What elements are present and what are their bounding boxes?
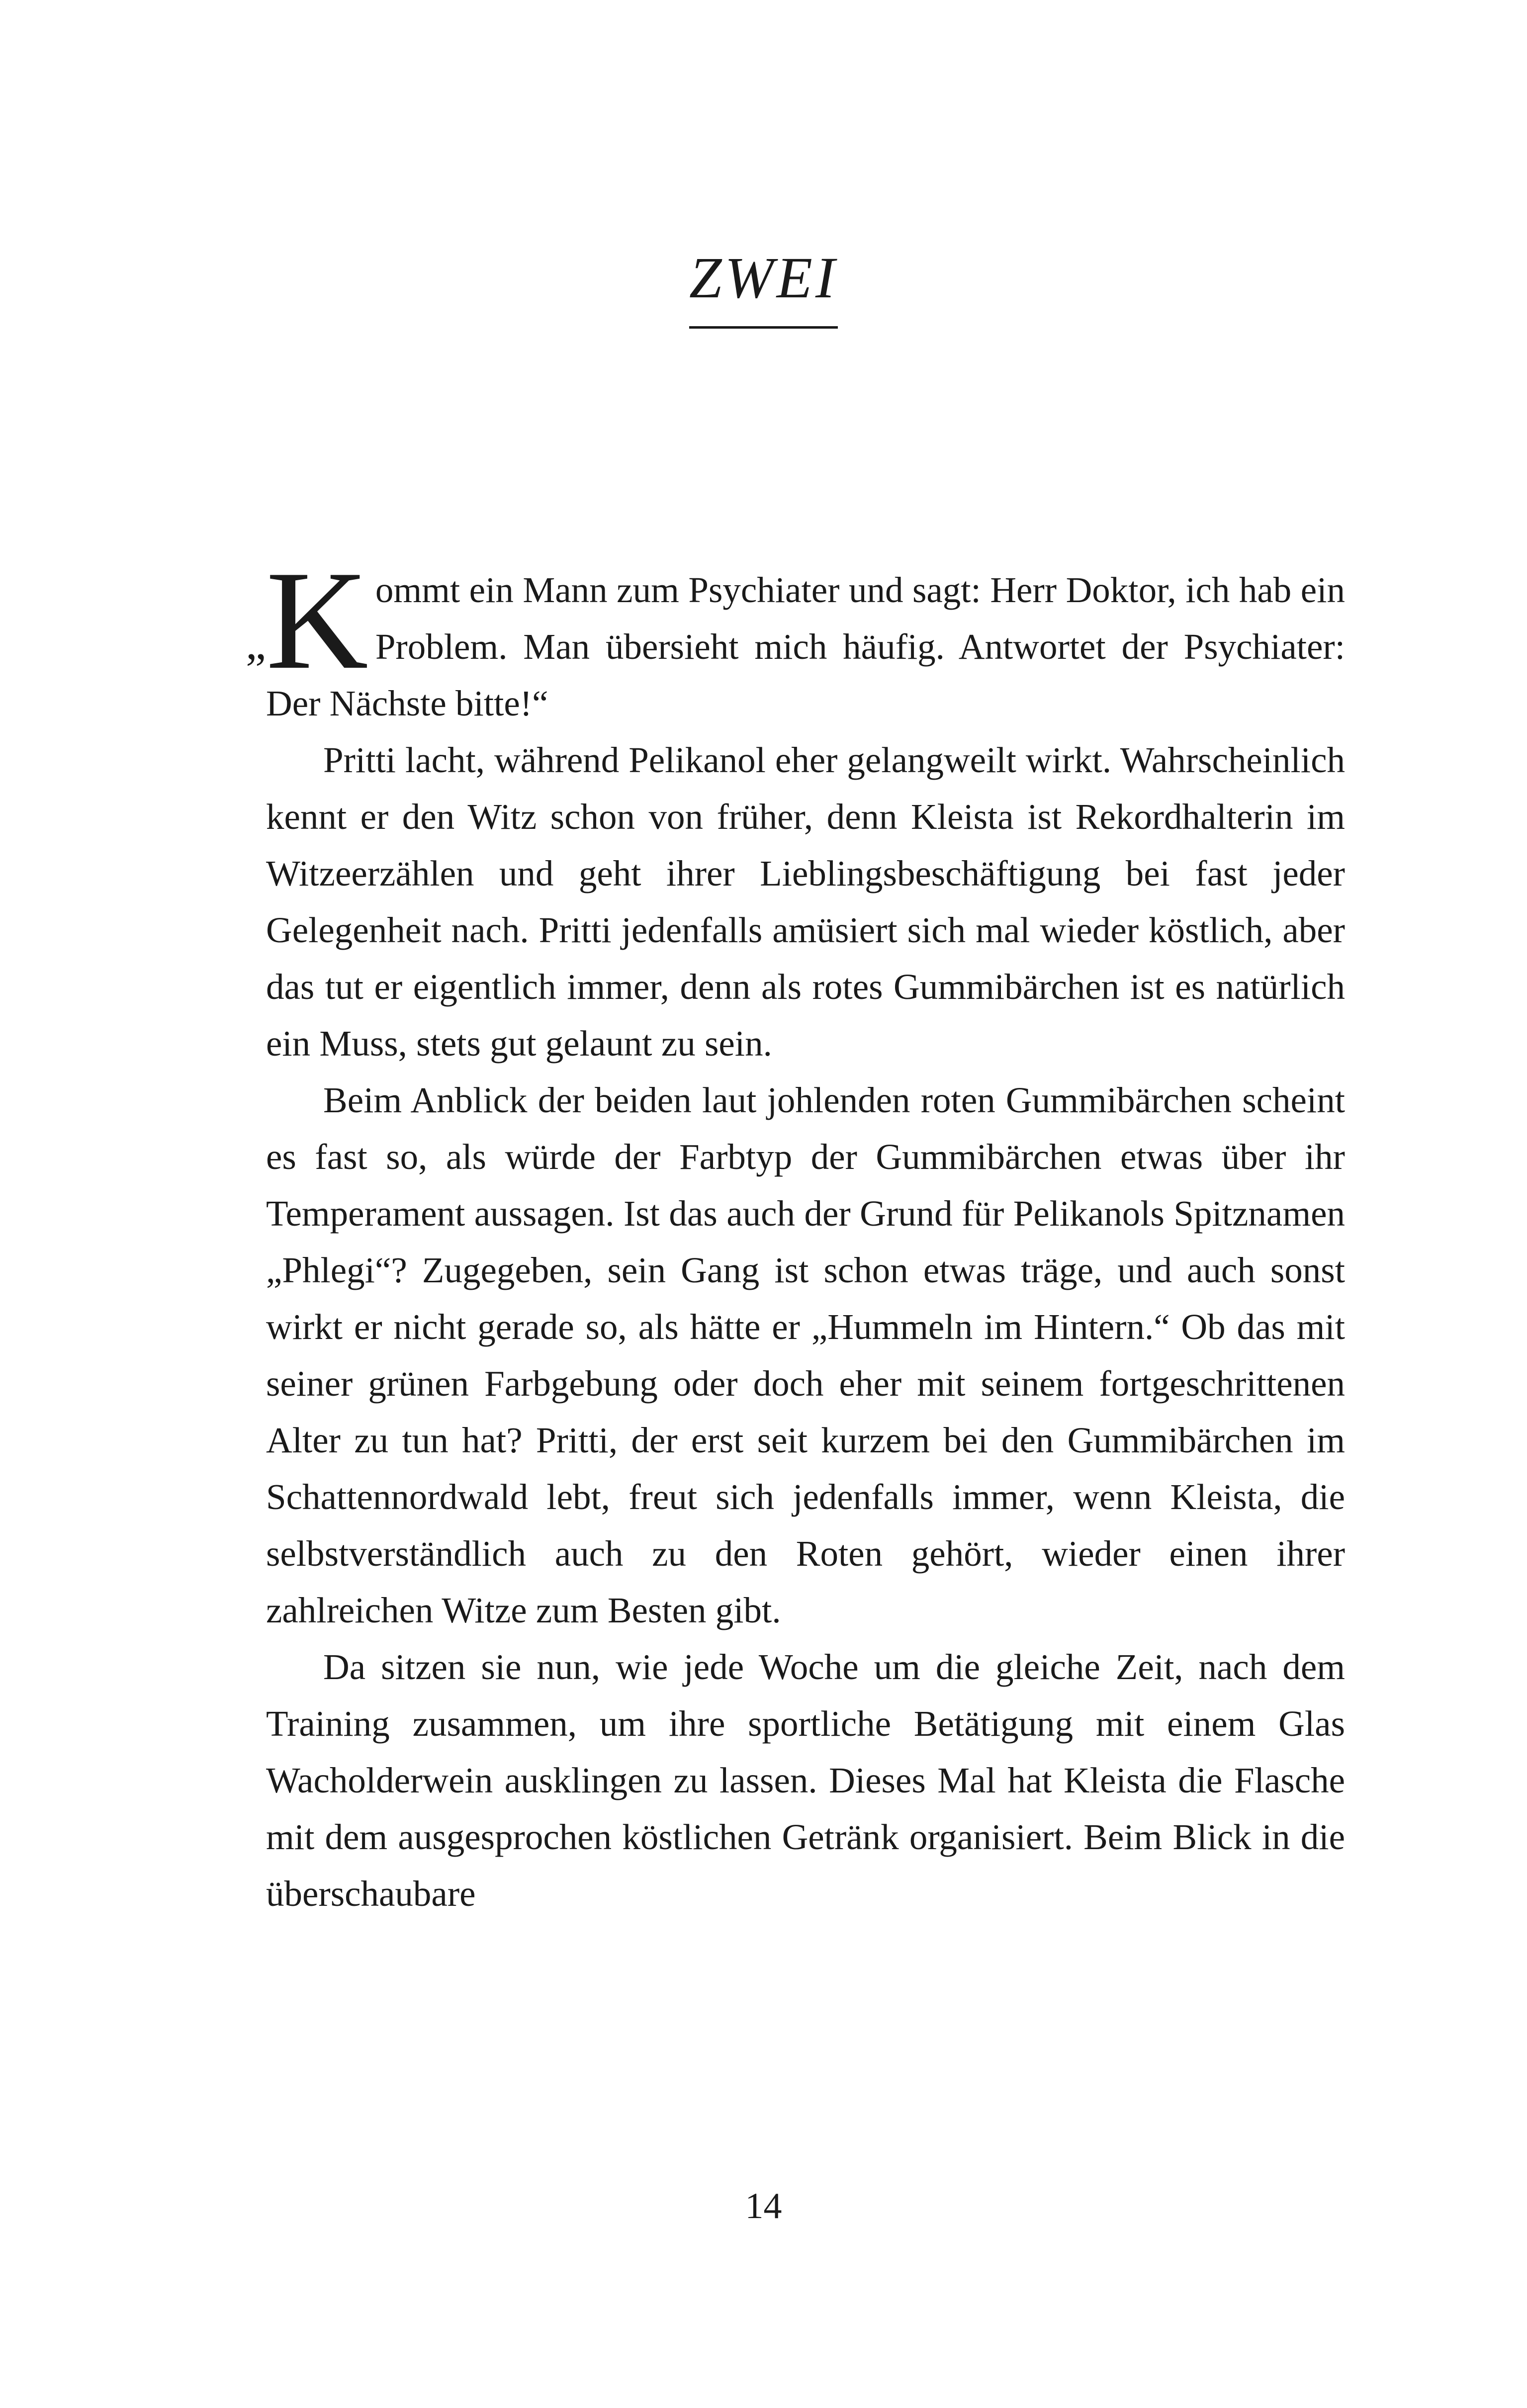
paragraph-3: Beim Anblick der beiden laut johlenden roten Gummibärchen scheint es fast so, als würde der Farbtyp der Gummibärchen etwas über ihr Temperament aussagen. Ist das auch der Grund für Pelikanols Spitznamen „Phlegi“? Zugegeben, sein Gang ist schon etwas träge, und auch sonst wirkt er nicht gerade so, als hätte er „Hummeln im Hintern.“ Ob das mit seiner grünen Farbgebung oder doch eher mit seinem fortgeschrittenen Alter zu tun hat? Pritti, der erst seit kurzem bei den Gummibärchen im Schattennordwald lebt, freut sich jedenfalls immer, wenn Kleista, die selbstverständlich auch zu den Roten gehört, wieder einen ihrer zahlreichen Witze zum Besten gibt. (266, 1080, 1345, 1630)
drop-cap: K (266, 541, 368, 699)
page-number: 14 (745, 2186, 782, 2227)
opening-quote-mark: „ (246, 618, 266, 669)
chapter-title: ZWEI (689, 249, 838, 329)
body-text (246, 541, 1345, 1922)
paragraph-4: Da sitzen sie nun, wie jede Woche um die gleiche Zeit, nach dem Training zusammen, um ihre sportliche Betätigung mit einem Glas Wacholderwein ausklingen zu lassen. Dieses Mal hat Kleista die Flasche mit dem ausgesprochen köstlichen Getränk organisiert. Beim Blick in die überschaubare (266, 1647, 1345, 1914)
paragraph-1 (246, 541, 1345, 732)
paragraph-2: Pritti lacht, während Pelikanol eher gelangweilt wirkt. Wahrscheinlich kennt er den Witz schon von früher, denn Kleista ist Rekordhalterin im Witzeerzählen und geht ihrer Lieblingsbeschäftigung bei fast jeder Gelegenheit nach. Pritti jedenfalls amüsiert sich mal wieder köstlich, aber das tut er eigentlich immer, denn als rotes Gummibärchen ist es natürlich ein Muss, stets gut gelaunt zu sein. (266, 740, 1345, 1064)
chapter-heading (0, 245, 1527, 329)
paragraph-1-text: ommt ein Mann zum Psychiater und sagt: Herr Doktor, ich hab ein Problem. Man übersieht mich häufig. Antwortet der Psychiater: Der Nächste bitte!“ (266, 570, 1345, 723)
